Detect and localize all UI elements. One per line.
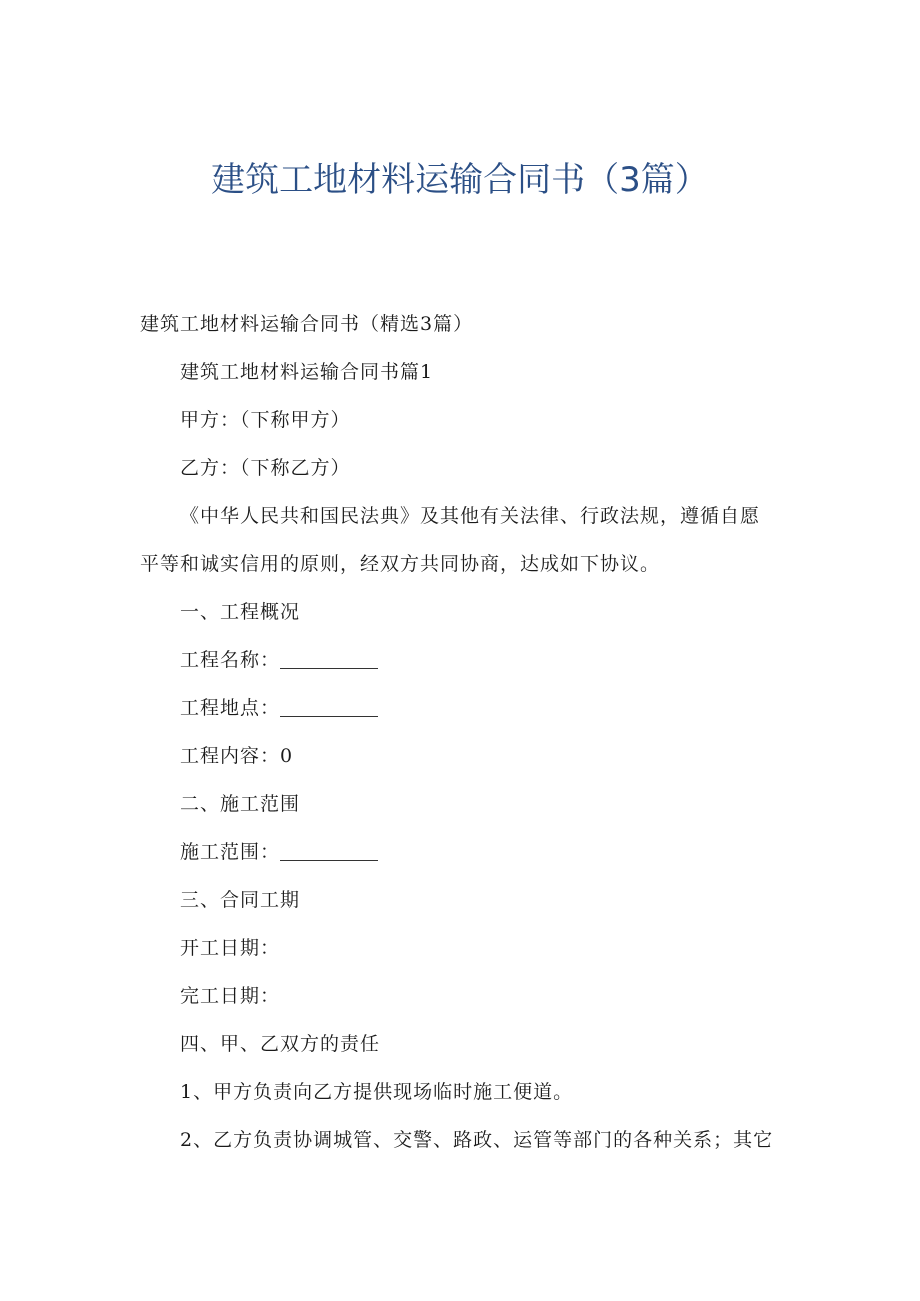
project-name-blank xyxy=(280,650,378,669)
project-location-blank xyxy=(280,698,378,717)
party-a-line: 甲方：（下称甲方） xyxy=(180,409,351,431)
clause-2-heading: 二、施工范围 xyxy=(180,793,301,815)
scope-blank xyxy=(280,842,378,861)
responsibility-item-2: 2、乙方负责协调城管、交警、路政、运管等部门的各种关系；其它 xyxy=(180,1129,774,1151)
preamble-line-1: 《中华人民共和国民法典》及其他有关法律、行政法规，遵循自愿 xyxy=(180,505,761,527)
responsibility-item-1: 1、甲方负责向乙方提供现场临时施工便道。 xyxy=(180,1081,574,1103)
project-name-label: 工程名称： xyxy=(180,649,281,671)
start-date-line: 开工日期： xyxy=(180,937,281,959)
end-date-line: 完工日期： xyxy=(180,985,281,1007)
scope-label: 施工范围： xyxy=(180,841,281,863)
project-location-line xyxy=(140,684,780,732)
project-location-label: 工程地点： xyxy=(180,697,281,719)
subtitle-line: 建筑工地材料运输合同书（精选3篇） xyxy=(140,313,474,335)
section-heading-line: 建筑工地材料运输合同书篇1 xyxy=(180,361,434,383)
clause-4-heading: 四、甲、乙双方的责任 xyxy=(180,1033,381,1055)
preamble-line-2: 平等和诚实信用的原则，经双方共同协商，达成如下协议。 xyxy=(140,553,661,575)
clause-1-heading: 一、工程概况 xyxy=(180,601,301,623)
scope-line xyxy=(140,828,780,876)
document-body xyxy=(140,300,780,1164)
clause-3-heading: 三、合同工期 xyxy=(180,889,301,911)
document-title: 建筑工地材料运输合同书（3篇） xyxy=(211,160,709,200)
party-b-line: 乙方：（下称乙方） xyxy=(180,457,351,479)
project-name-line xyxy=(140,636,780,684)
project-content-line: 工程内容：0 xyxy=(180,745,294,767)
